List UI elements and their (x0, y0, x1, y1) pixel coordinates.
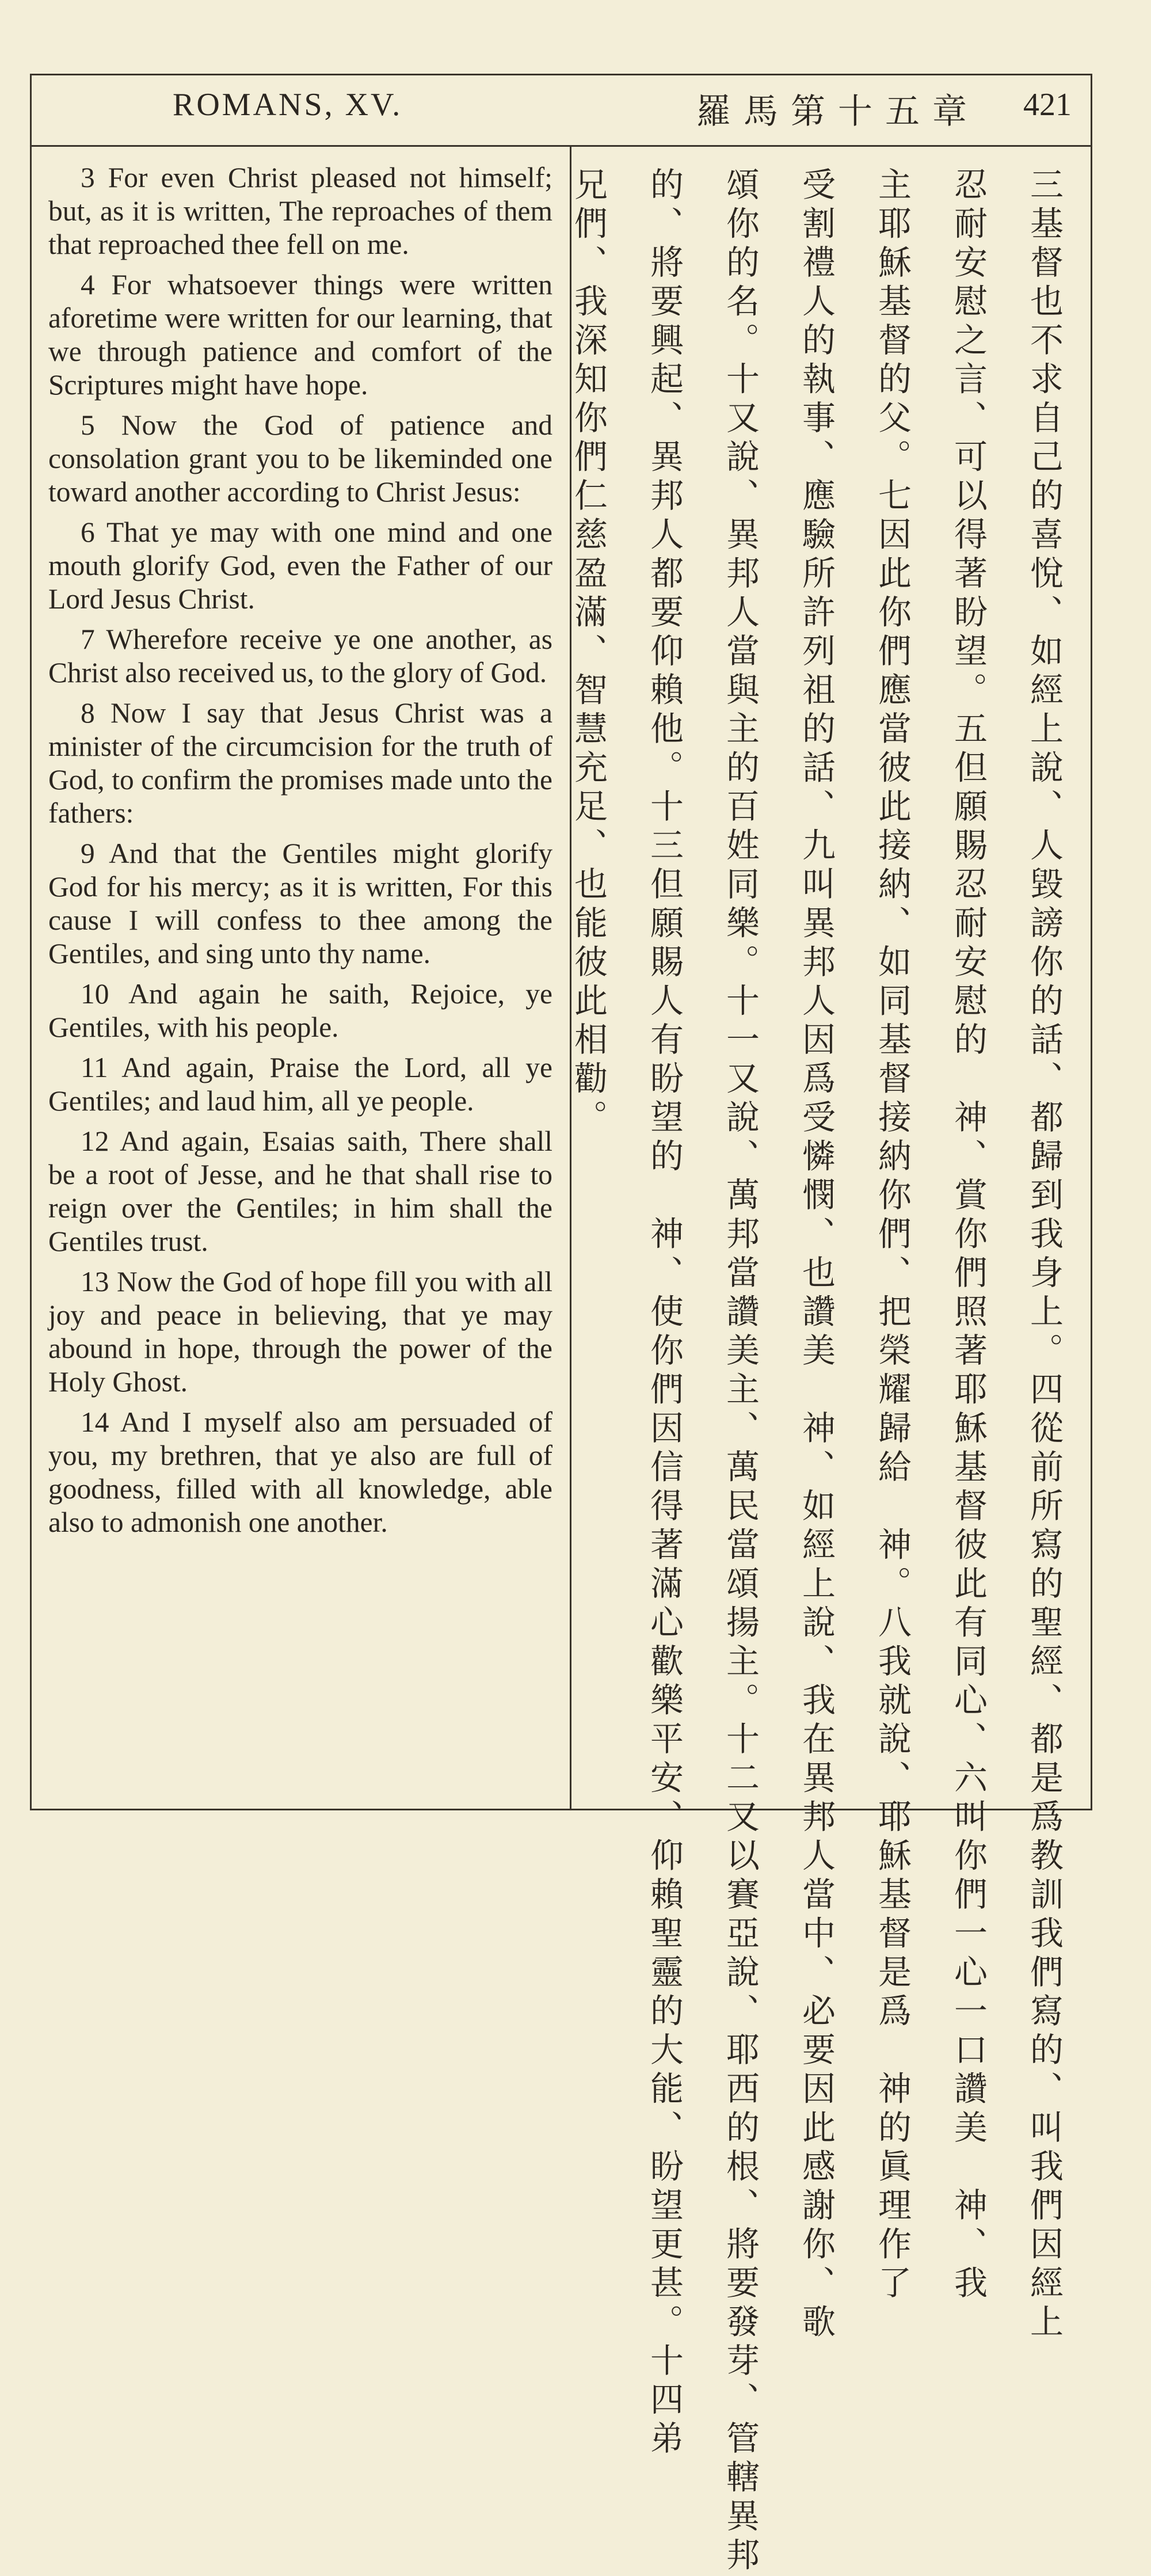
verse-6: 6 That ye may with one mind and one mouth glorify God, even the Father of our Lord Jesus Christ. (48, 516, 552, 615)
verse-3: 3 For even Christ pleased not himself; but, as it is written, The reproaches of them that reproached thee fell on me. (48, 162, 552, 260)
chinese-text-column (569, 167, 1076, 2576)
verse-10: 10 And again he saith, Rejoice, ye Gentiles, with his people. (48, 978, 552, 1043)
verse-11: 11 And again, Praise the Lord, all ye Gentiles; and laud him, all ye people. (48, 1052, 552, 1117)
page-number: 421 (1023, 87, 1072, 123)
chinese-line-2: 忍耐安慰之言、可以得著盼望。五但願賜忍耐安慰的 神、賞你們照著耶穌基督彼此有同心、六叫你們一心一口讚美 神、我 (948, 167, 988, 2304)
verse-7: 7 Wherefore receive ye one another, as Christ also received us, to the glory of God. (48, 623, 552, 688)
verse-9: 9 And that the Gentiles might glorify God for his mercy; as it is written, For this cause I will confess to thee among the Gentiles, and sing unto thy name. (48, 838, 552, 969)
verse-14: 14 And I myself also am persuaded of you, my brethren, that ye also are full of goodness, filled with all knowledge, able also to admonish one another. (48, 1406, 552, 1538)
header-rule (30, 145, 1092, 147)
chinese-line-4: 受割禮人的執事、應驗所許列祖的話、九叫異邦人因爲受憐憫、也讚美 神、如經上說、我在異邦人當中、必要因此感謝你、歌 (796, 167, 836, 2343)
verse-4: 4 For whatsoever things were written aforetime were written for our learning, that we through patience and comfort of the Scriptures might have hope. (48, 269, 552, 401)
chinese-line-7: 兄們、我深知你們仁慈盈滿、智慧充足、也能彼此相勸。 (569, 167, 608, 1139)
verse-12: 12 And again, Esaias saith, There shall be a root of Jesse, and he that shall rise to reign over the Gentiles; in him shall the Gentiles trust. (48, 1125, 552, 1257)
chinese-line-3: 主耶穌基督的父。七因此你們應當彼此接納、如同基督接納你們、把榮耀歸給 神。八我就說、耶穌基督是爲 神的眞理作了 (872, 167, 912, 2304)
running-title-chinese: 羅馬第十五章 (696, 92, 980, 132)
verse-5: 5 Now the God of patience and consolation grant you to be likeminded one toward another according to Christ Jesus: (48, 409, 552, 508)
verse-13: 13 Now the God of hope fill you with all joy and peace in believing, that ye may abound in hope, through the power of the Holy Ghost. (48, 1266, 552, 1398)
running-title-english: ROMANS, XV. (173, 87, 403, 123)
chinese-line-1: 三基督也不求自己的喜悅、如經上說、人毀謗你的話、都歸到我身上。四從前所寫的聖經、都是爲教訓我們寫的、叫我們因經上 (1024, 167, 1064, 2343)
chinese-line-6: 的、將要興起、異邦人都要仰賴他。十三但願賜人有盼望的 神、使你們因信得著滿心歡樂平安、仰賴聖靈的大能、盼望更甚。十四弟 (645, 167, 684, 2460)
chinese-line-5: 頌你的名。十又說、異邦人當與主的百姓同樂。十一又說、萬邦當讚美主、萬民當頌揚主。十二又以賽亞說、耶西的根、將要發芽、管轄異邦 (721, 167, 760, 2576)
verse-8: 8 Now I say that Jesus Christ was a minister of the circumcision for the truth of God, to confirm the promises made unto the fathers: (48, 697, 552, 829)
english-text-column (48, 161, 552, 1546)
